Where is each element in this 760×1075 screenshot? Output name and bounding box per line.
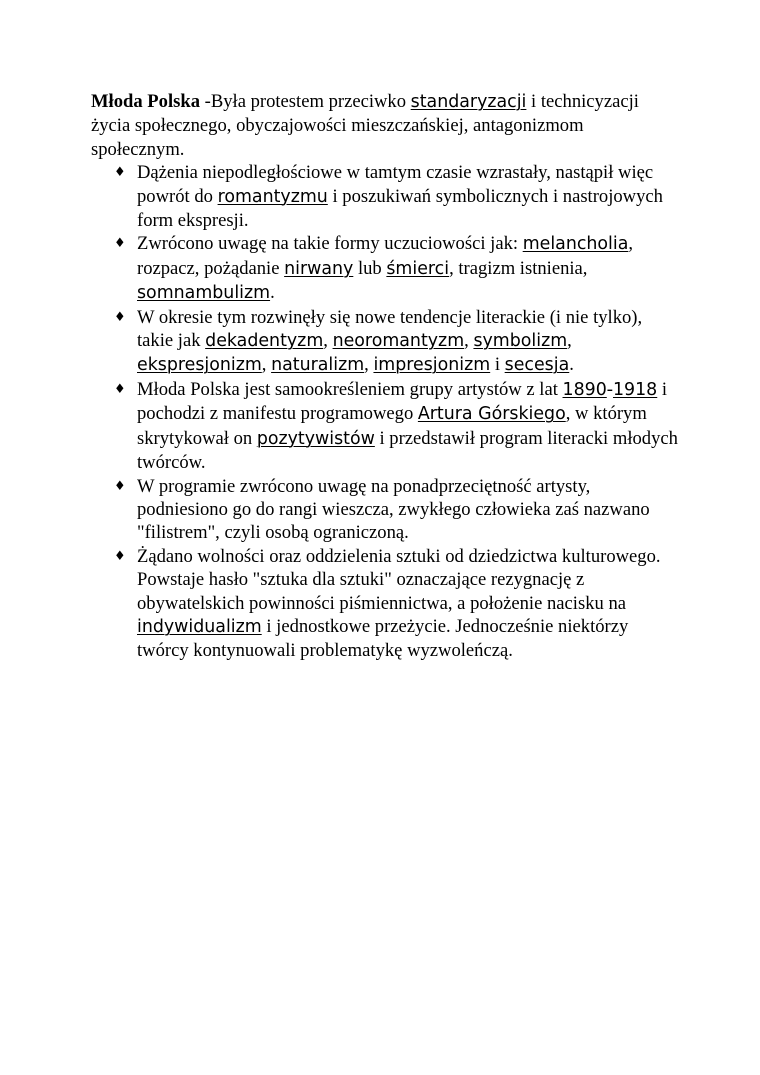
- link-symbolizm[interactable]: symbolizm: [473, 331, 568, 352]
- bullet-text: W programie zwrócono uwagę na ponadprzeciętność artysty, podniesiono go do rangi wieszcza, zwykłego człowieka zaś nazwano "filistrem", czyli osobą ograniczoną.: [137, 475, 650, 544]
- bullet-text: .: [270, 282, 275, 304]
- list-item: [114, 545, 681, 663]
- link-impresjonizm[interactable]: impresjonizm: [373, 355, 491, 376]
- link-naturalizm[interactable]: naturalizm: [271, 355, 365, 376]
- bullet-text: Dążenia niepodległościowe w tamtym czasie wzrastały, nastąpił więc powrót do: [137, 162, 654, 207]
- intro-paragraph: [91, 90, 681, 161]
- link-indywidualizm[interactable]: indywidualizm: [137, 616, 262, 637]
- diamond-bullet-icon: ♦: [114, 165, 126, 181]
- bullet-text: Młoda Polska jest samookreśleniem grupy artystów z lat: [137, 378, 563, 400]
- bullet-text: i poszukiwań symbolicznych i nastrojowych form ekspresji.: [137, 185, 663, 232]
- diamond-bullet-icon: ♦: [114, 381, 126, 397]
- link-1918[interactable]: 1918: [612, 379, 658, 400]
- bullet-text: , tragizm istnienia,: [449, 257, 588, 279]
- link-standaryzacji[interactable]: standaryzacji: [410, 92, 527, 112]
- intro-text-continued: i technicyzacji życia społecznego, obyczajowości mieszczańskiej, antagonizmom społecznym.: [91, 91, 639, 160]
- link-nirwany[interactable]: nirwany: [284, 258, 354, 279]
- bullet-text: lub: [353, 257, 387, 279]
- list-item: [114, 378, 681, 475]
- bullet-text: .: [569, 354, 574, 376]
- list-item: [114, 161, 681, 232]
- bullet-text: -: [606, 378, 613, 400]
- list-item: [114, 475, 681, 545]
- document-title: Młoda Polska: [91, 91, 200, 112]
- bullet-text: i przedstawił program literacki młodych twórców.: [137, 427, 678, 474]
- list-item: [114, 232, 681, 305]
- link-neoromantyzm[interactable]: neoromantyzm: [332, 331, 465, 352]
- intro-text: -Była protestem przeciwko: [200, 91, 411, 112]
- bullet-text: ,: [323, 330, 333, 352]
- diamond-bullet-icon: ♦: [114, 478, 126, 494]
- bullet-text: , w którym skrytykował on: [137, 403, 647, 449]
- link-śmierci[interactable]: śmierci: [386, 258, 450, 279]
- link-dekadentyzm[interactable]: dekadentyzm: [205, 331, 324, 352]
- link-ekspresjonizm[interactable]: ekspresjonizm: [137, 355, 262, 376]
- bullet-text: i pochodzi z manifestu programowego: [137, 378, 668, 425]
- diamond-bullet-icon: ♦: [114, 236, 126, 252]
- diamond-bullet-icon: ♦: [114, 309, 126, 325]
- bullet-text: i: [490, 354, 505, 376]
- link-somnambulizm[interactable]: somnambulizm: [137, 283, 271, 304]
- document-page: [91, 90, 681, 663]
- bullet-text: ,: [261, 354, 272, 376]
- bullet-text: Zwrócono uwagę na takie formy uczuciowości jak:: [137, 233, 523, 255]
- link-pozytywistów[interactable]: pozytywistów: [256, 428, 375, 449]
- bullet-text: Żądano wolności oraz oddzielenia sztuki od dziedzictwa kulturowego. Powstaje hasło "sztuka dla sztuki" oznaczające rezygnację z obywatelskich powinności piśmiennictwa, a położenie nacisku na: [137, 545, 661, 614]
- bullet-list: [91, 161, 681, 663]
- list-item: [114, 306, 681, 378]
- link-1890[interactable]: 1890: [562, 379, 607, 400]
- bullet-text: ,: [364, 354, 374, 376]
- bullet-text: W okresie tym rozwinęły się nowe tendencje literackie (i nie tylko), takie jak: [137, 306, 643, 352]
- diamond-bullet-icon: ♦: [114, 548, 126, 564]
- bullet-text: ,: [567, 330, 572, 352]
- link-melancholia[interactable]: melancholia: [522, 234, 629, 255]
- link-artura-górskiego[interactable]: Artura Górskiego: [417, 404, 566, 425]
- bullet-text: ,: [464, 330, 474, 352]
- bullet-text: , rozpacz, pożądanie: [137, 233, 634, 279]
- link-secesja[interactable]: secesja: [504, 355, 570, 376]
- link-romantyzmu[interactable]: romantyzmu: [217, 186, 328, 207]
- bullet-text: i jednostkowe przeżycie. Jednocześnie niektórzy twórcy kontynuowali problematykę wyzwoleńczą.: [137, 615, 629, 662]
